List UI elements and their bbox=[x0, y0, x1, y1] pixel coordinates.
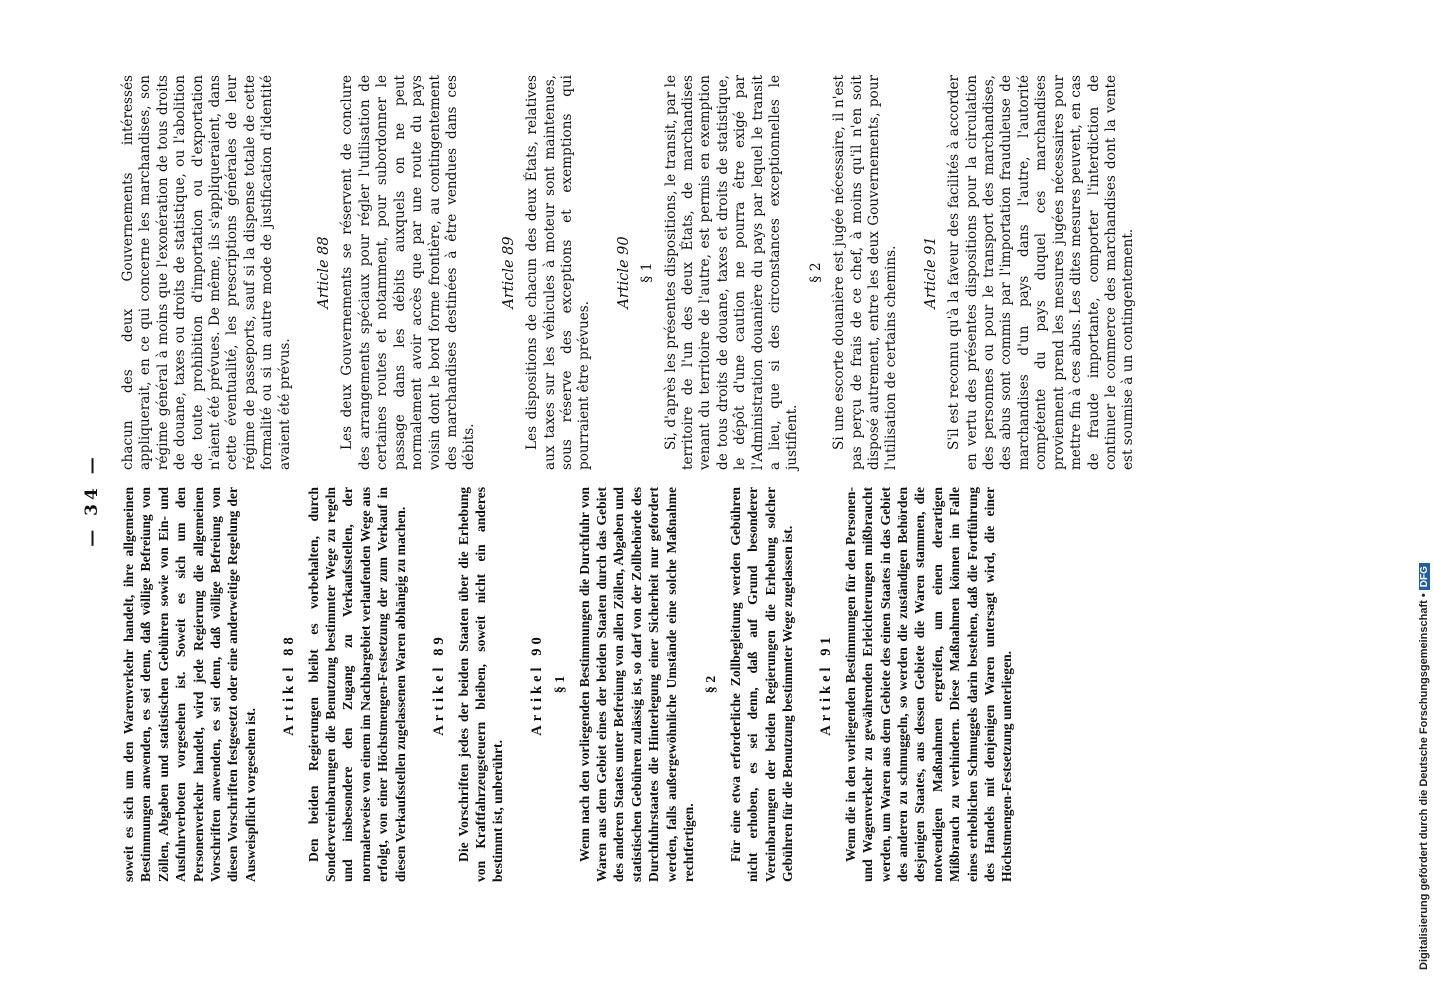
french-article-88-heading: Article 88 bbox=[316, 236, 333, 309]
dfg-logo: DFG bbox=[1419, 563, 1430, 590]
french-intro: chacun des deux Gouvernements intéressés appliquerait, en ce qui concerne les marchandises, son régime général à moins que l'exonération de tous droits de douane, taxes ou droits de statistique, ou l'abolition de toute prohibition d'importation ou d'exportation n'aient été prévues. De même, ils s'appliqueraient, dans cette éventualité, les prescriptions générales de leur régime de passeports, sauf si la dispense totale de cette formalité ou si un autre mode de justification d'identité avaient été prévus. bbox=[120, 75, 293, 470]
german-article-89-text: Die Vorschriften jedes der beiden Staaten über die Erhebung von Kraftfahrzeugsteuern bleiben, soweit nicht ein anderes bestimmt ist, unberührt. bbox=[455, 487, 506, 882]
german-article-90-heading: Artikel 90 bbox=[528, 633, 545, 736]
german-article-90-section-1-text: Wenn nach den vorliegenden Bestimmungen die Durchfuhr von Waren aus dem Gebiet eines der beiden Staaten durch das Gebiet des anderen Staates unter Befreiung von allen Zöllen, Abgaben und statistischen Gebühren zulässig ist, so darf von der Zollbehörde des Durchfuhrstaates die Hinterlegung einer Sicherheit nur gefordert werden, falls außergewöhnliche Umstände eine solche Maßnahme rechtfertigen. bbox=[576, 487, 696, 882]
french-article-89-text: Les dispositions de chacun des deux États, relatives aux taxes sur les véhicules à moteur sont maintenues, sous réserve des exceptions et exemptions qui pourraient être prévues. bbox=[524, 75, 593, 470]
german-article-90-section-1: § 1 bbox=[553, 675, 569, 694]
german-article-90-section-2: § 2 bbox=[704, 675, 720, 694]
french-article-91-text: S'il est reconnu qu'à la faveur des facilités à accorder en vertu des présentes dispositions pour la circulation des personnes ou pour le transport des marchandises, des abus sont commis par l'importation frauduleuse de marchandises d'un pays dans l'autre, l'autorité compétente du pays duquel ces marchandises proviennent prend les mesures jugées nécessaires pour mettre fin à ces abus. Les dites mesures peuvent, en cas de fraude importante, comporter l'interdiction de continuer le commerce des marchandises dont la vente est soumise à un contingentement. bbox=[946, 75, 1137, 470]
german-article-89-heading: Artikel 89 bbox=[431, 633, 448, 736]
page-number: — 34 — bbox=[82, 453, 102, 547]
german-article-88-heading: Artikel 88 bbox=[281, 633, 298, 736]
french-article-89-heading: Article 89 bbox=[500, 236, 517, 309]
german-article-88-text: Den beiden Regierungen bleibt es vorbehalten, durch Sondervereinbarungen die Benutzung bestimmter Wege zu regeln und insbesondere den Zugang zu Verkaufsstellen, der normalerweise von einem im Nachbargebiet verlaufenden Wege aus erfolgt, von einer Höchstmengen-Festsetzung der zum Verkauf in diesen Verkaufsstellen zugelassenen Waren abhängig zu machen. bbox=[305, 487, 408, 882]
digitization-credit bbox=[1418, 30, 1430, 970]
french-column bbox=[120, 75, 1144, 470]
french-article-90-section-1-text: Si, d'après les présentes dispositions, le transit, par le territoire de l'un des deux États, de marchandises venant du territoire de l'autre, est permis en exemption de tous droits de douane, taxes et droits de statistique, le dépôt d'une caution ne pourra être exigé par l'Administration douanière du pays par lequel le transit a lieu, que si des circonstances exceptionnelles le justifient. bbox=[662, 75, 801, 470]
german-article-91-heading: Artikel 91 bbox=[818, 633, 835, 736]
credit-text: Digitalisierung gefördert durch die Deutsche Forschungsgemeinschaft • bbox=[1418, 593, 1430, 970]
french-article-91-heading: Article 91 bbox=[922, 236, 939, 309]
german-intro: soweit es sich um den Warenverkehr handelt, ihre allgemeinen Bestimmungen anwenden, es sei denn, daß völlige Befreiung von Zöllen, Abgaben und statistischen Gebühren sowie von Ein- und Ausfuhrverboten vorgesehen ist. Soweit es sich um den Personenverkehr handelt, wird jede Regierung die allgemeinen Vorschriften anwenden, es sei denn, daß völlige Befreiung von diesen Vorschriften festgesetzt oder eine anderweitige Regelung der Ausweispflicht vorgesehen ist. bbox=[121, 487, 258, 882]
french-article-90-heading: Article 90 bbox=[615, 236, 632, 309]
french-article-90-section-2: § 2 bbox=[807, 262, 824, 283]
german-article-91-text: Wenn die in den vorliegenden Bestimmungen für den Personen- und Wagenverkehr zu gewährenden Erleichterungen mißbraucht werden, um Waren aus dem Gebiete des einen Staates in das Gebiet des anderen zu schmuggeln, so werden die zuständigen Behörden desjenigen Staates, aus dessen Gebiete die Waren stammen, die notwendigen Maßnahmen ergreifen, um einen derartigen Mißbrauch zu verhindern. Diese Maßnahmen können im Falle eines erheblichen Schmuggels darin bestehen, daß die Fortführung des Handels mit denjenigen Waren untersagt wird, die einer Höchstmengen-Festsetzung unterliegen. bbox=[842, 487, 1015, 882]
french-article-88-text: Les deux Gouvernements se réservent de conclure des arrangements spéciaux pour régler l'utilisation de certaines routes et notamment, pour subordonner le passage dans les débits auxquels on ne peut normalement avoir accès que par une route du pays voisin dont le bord forme frontière, au contingentement des marchandises destinées à être vendues dans ces débits. bbox=[339, 75, 478, 470]
german-column bbox=[120, 487, 1022, 882]
german-article-90-section-2-text: Für eine etwa erforderliche Zollbegleitung werden Gebühren nicht erhoben, es sei denn, daß auf Grund besonderer Vereinbarungen der beiden Regierungen die Erhebung solcher Gebühren für die Benutzung bestimmter Wege zugelassen ist. bbox=[727, 487, 795, 882]
french-article-90-section-2-text: Si une escorte douanière est jugée nécessaire, il n'est pas perçu de frais de ce chef, à moins qu'il n'en soit disposé autrement, entre les deux Gouvernements, pour l'utilisation de certains chemins. bbox=[831, 75, 900, 470]
french-article-90-section-1: § 1 bbox=[639, 262, 656, 283]
